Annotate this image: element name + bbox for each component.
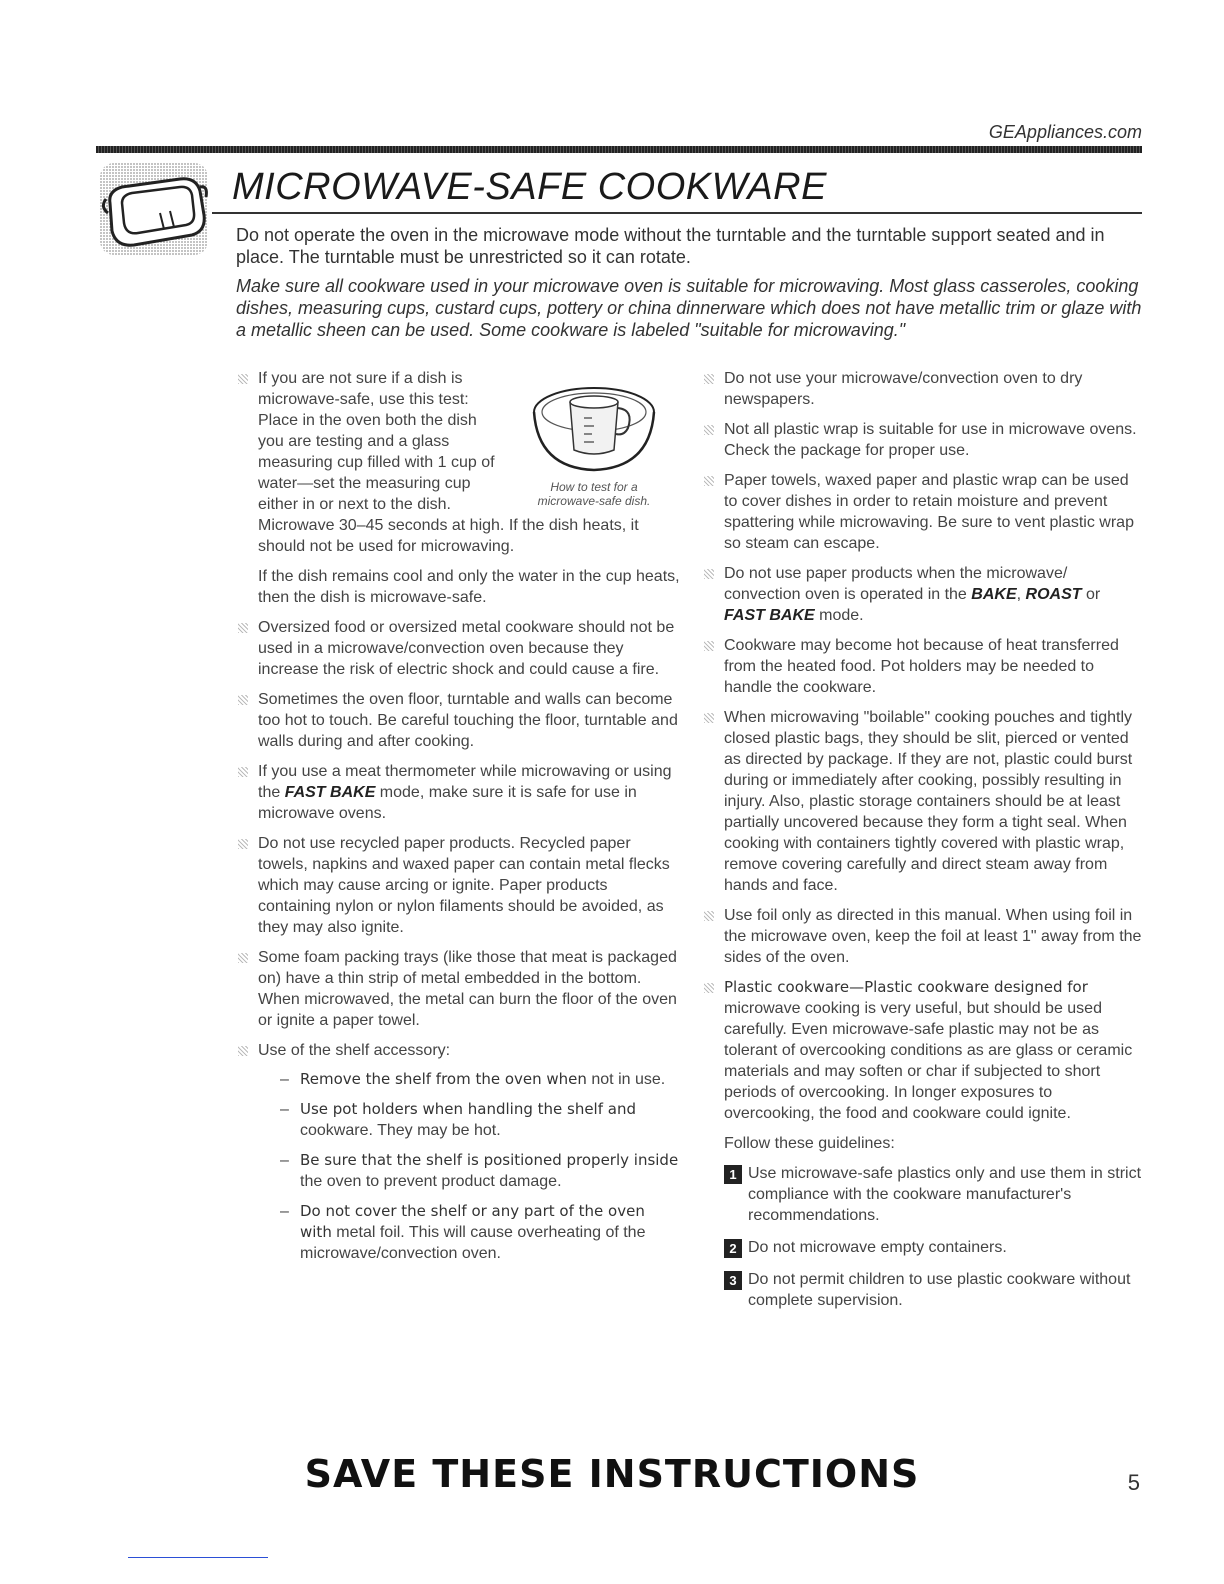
shelf-subitem: – Remove the shelf from the oven when not in use. [280, 1070, 666, 1088]
list-item [702, 977, 1142, 1124]
fast-bake-keyword: FAST BAKE [284, 784, 376, 801]
recycled-paper-text: Do not use recycled paper products. Recycled paper towels, napkins and waxed paper can contain metal flecks which may cause arcing or ignite. Paper products containing nylon or nylon filaments should be avoided, as they may also ignite. [258, 835, 670, 936]
newspapers-text: Do not use your microwave/convection oven to dry newspapers. [724, 370, 1083, 408]
paper-products-text-a: Do not use paper products when the microwave/ convection oven is operated in the [724, 565, 1068, 603]
page-title: MICROWAVE-SAFE COOKWARE [232, 166, 827, 208]
oversized-text: Oversized food or oversized metal cookware should not be used in a microwave/convection oven because they increase the risk of electric shock and could cause a fire. [258, 619, 675, 678]
shelf-subitem-rest: cookware. They may be hot. [300, 1122, 501, 1139]
fast-bake-keyword: FAST BAKE [724, 607, 815, 624]
bullet-icon [238, 374, 248, 384]
page-number: 5 [1127, 1470, 1140, 1495]
list-item [236, 617, 680, 680]
bullet-icon [704, 713, 714, 723]
list-item [702, 707, 1142, 896]
bowl-measuring-cup-icon [524, 376, 664, 476]
bullet-icon [238, 953, 248, 963]
header-rule [96, 146, 1142, 153]
bullet-icon [704, 641, 714, 651]
guideline-text: Do not microwave empty containers. [748, 1239, 1007, 1256]
save-instructions-heading: SAVE THESE INSTRUCTIONS [304, 1452, 920, 1496]
shelf-subitem: – Use pot holders when handling the shelf and cookware. They may be hot. [280, 1100, 636, 1139]
intro [236, 224, 1142, 348]
website-header: GEAppliances.com [988, 122, 1142, 142]
shelf-subitem-lead: Be sure that the shelf is positioned properly inside [300, 1151, 679, 1169]
list-item [236, 833, 680, 938]
guideline-text: Do not permit children to use plastic cookware without complete supervision. [748, 1271, 1131, 1309]
dish-test-text: If you are not sure if a dish is microwave-safe, use this test: Place in the oven both the dish you are testing and a glass measuring cup filled with 1 cup of water—set the measuring cup either in or next to the dish. Microwave 30–45 seconds at high. If the dish heats, it should not be used for microwaving. [258, 370, 639, 555]
foil-text: Use foil only as directed in this manual. When using foil in the microwave oven, keep the foil at least 1" away from the sides of the oven. [724, 907, 1142, 966]
list-item [236, 368, 680, 557]
thermometer-text-a: If you use a meat thermometer while microwaving or using the [258, 763, 672, 801]
shelf-sublist [258, 1069, 680, 1264]
list-item [702, 368, 1142, 410]
shelf-subitem-lead: Remove the shelf from the oven when [300, 1070, 587, 1088]
shelf-subitem-rest: not in use. [591, 1071, 666, 1088]
bullet-icon [704, 911, 714, 921]
bullet-icon [238, 767, 248, 777]
plastic-cookware-lead: Plastic cookware—Plastic cookware designed for [724, 978, 1088, 996]
keyword-separator: , [1016, 586, 1026, 603]
boilable-text: When microwaving "boilable" cooking pouches and tightly closed plastic bags, they should be slit, pierced or vented as directed by package. If they are not, plastic could burst during or immediately after cooking, possibly resulting in injury. Also, plastic storage containers should be at least partially uncovered because they form a tight seal. When cooking with containers tightly covered with plastic wrap, remove covering carefully and direct steam away from hands and face. [724, 709, 1133, 894]
list-item [702, 470, 1142, 554]
guideline-item [702, 1237, 1142, 1258]
paper-towels-text: Paper towels, waxed paper and plastic wrap can be used to cover dishes in order to retain moisture and prevent spattering while microwaving. Be sure to vent plastic wrap so steam can escape. [724, 472, 1134, 552]
figure-caption-line-2: microwave-safe dish. [537, 494, 651, 508]
number-badge: 2 [724, 1239, 742, 1258]
guideline-item [702, 1163, 1142, 1226]
shelf-subitem-rest: metal foil. This will cause overheating of the microwave/convection oven. [300, 1224, 646, 1262]
bake-keyword: BAKE [971, 586, 1017, 603]
bullet-icon [704, 374, 714, 384]
measuring-cup-figure [510, 368, 678, 508]
intro-paragraph: Do not operate the oven in the microwave mode without the turntable and the turntable support seated and in place. The turntable must be unrestricted so it can rotate. [236, 225, 1105, 267]
list-item [702, 419, 1142, 461]
thermometer-text-b: mode, make sure it is safe for use in microwave ovens. [258, 784, 637, 822]
bullet-icon [704, 476, 714, 486]
list-item [236, 761, 680, 824]
bullet-icon [238, 1046, 248, 1056]
bullet-icon [704, 983, 714, 993]
foam-trays-text: Some foam packing trays (like those that meat is packaged on) have a thin strip of metal embedded in the bottom. When microwaved, the metal can burn the floor of the oven or ignite a paper towel. [258, 949, 677, 1029]
plastic-wrap-text: Not all plastic wrap is suitable for use in microwave ovens. Check the package for proper use. [724, 421, 1137, 459]
list-item [702, 563, 1142, 626]
floor-hot-text: Sometimes the oven floor, turntable and walls can become too hot to touch. Be careful touching the floor, turntable and walls during and after cooking. [258, 691, 678, 750]
left-column [236, 368, 680, 1273]
bullet-icon [704, 569, 714, 579]
shelf-subitem-lead: Use pot holders when handling the shelf and [300, 1100, 636, 1118]
bullet-icon [704, 425, 714, 435]
intro-italic-paragraph: Make sure all cookware used in your microwave oven is suitable for microwaving. Most glass casseroles, cooking dishes, measuring cups, custard cups, pottery or china dinnerware which does not have metallic trim or glaze with a metallic sheen can be used. Some cookware is labeled "suitable for microwaving." [236, 276, 1142, 340]
roast-keyword: ROAST [1025, 586, 1082, 603]
number-badge: 3 [724, 1271, 742, 1290]
shelf-subitem: – Do not cover the shelf or any part of the oven with metal foil. This will cause overheating of the microwave/convection oven. [280, 1202, 646, 1262]
guideline-item [702, 1269, 1142, 1311]
footer-link-rule [128, 1557, 268, 1558]
shelf-subitem: – Be sure that the shelf is positioned properly inside the oven to prevent product damage. [280, 1151, 679, 1190]
shelf-subitem-rest: the oven to prevent product damage. [300, 1173, 562, 1190]
paper-products-text-b: mode. [814, 607, 864, 624]
number-badge: 1 [724, 1165, 742, 1184]
list-item [702, 635, 1142, 698]
right-column [702, 368, 1142, 1322]
dish-test-followup: If the dish remains cool and only the water in the cup heats, then the dish is microwave-safe. [258, 568, 680, 606]
list-item [236, 947, 680, 1031]
cookware-dish-icon [100, 163, 208, 255]
figure-caption-line-1: How to test for a [550, 480, 638, 494]
bullet-icon [238, 695, 248, 705]
shelf-subitem-lead: Do not cover the shelf or any part of the oven with [300, 1202, 645, 1241]
bullet-icon [238, 623, 248, 633]
keyword-or: or [1081, 586, 1101, 603]
list-item [702, 905, 1142, 968]
list-item [236, 1040, 680, 1264]
follow-guidelines: Follow these guidelines: [724, 1135, 895, 1152]
bullet-icon [238, 839, 248, 849]
shelf-intro-text: Use of the shelf accessory: [258, 1042, 451, 1059]
guideline-text: Use microwave-safe plastics only and use them in strict compliance with the cookware manufacturer's recommendations. [748, 1165, 1142, 1224]
plastic-cookware-text: microwave cooking is very useful, but should be used carefully. Even microwave-safe plastic may not be as tolerant of overcooking conditions as are glass or ceramic materials and may soften or char if subjected to short periods of overcooking. In longer exposures to overcooking, the food and cookware could ignite. [724, 1000, 1133, 1122]
list-item [236, 689, 680, 752]
title-rule [212, 212, 1142, 214]
hot-cookware-text: Cookware may become hot because of heat transferred from the heated food. Pot holders may be needed to handle the cookware. [724, 637, 1119, 696]
